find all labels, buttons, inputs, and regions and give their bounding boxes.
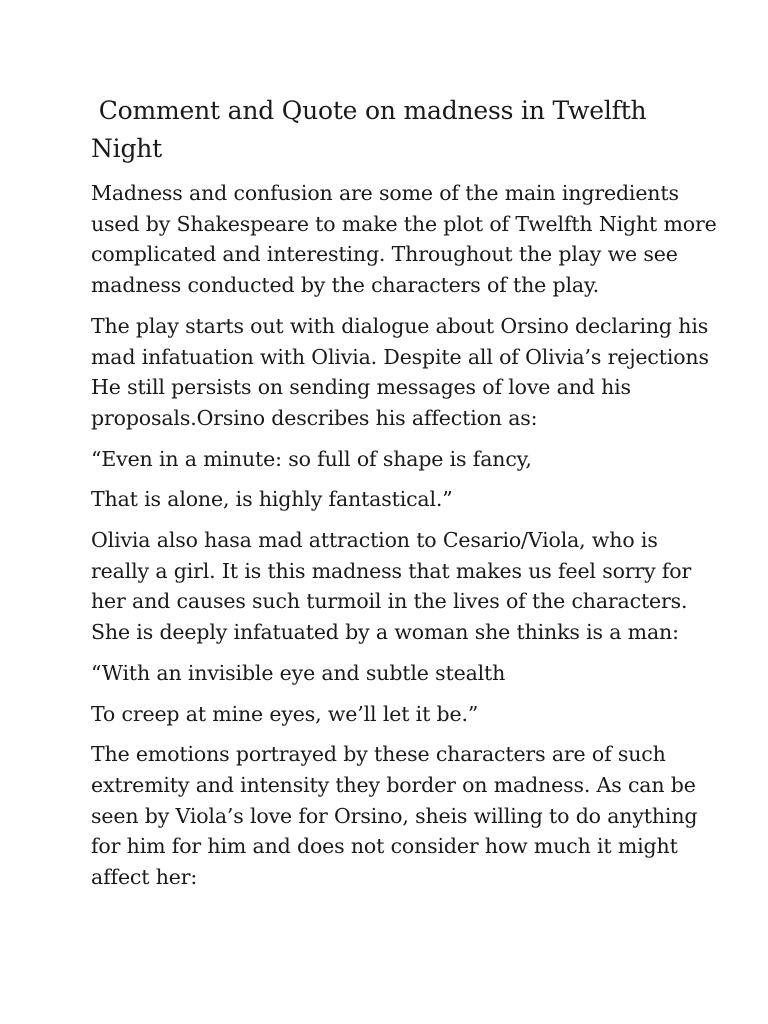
text-line: used by Shakespeare to make the plot of Twelfth Night more: [91, 211, 717, 236]
text-line: The emotions portrayed by these characters are of such: [91, 742, 666, 767]
document-page: [91, 92, 717, 903]
quote-line-4: [91, 699, 691, 730]
text-line: The play starts out with dialogue about Orsino declaring his: [91, 313, 709, 338]
paragraph-olivia: [91, 525, 691, 648]
text-line: That is alone, is highly fantastical.”: [91, 487, 453, 512]
text-line: proposals.Orsino describes his affection as:: [91, 405, 538, 430]
text-line: mad infatuation with Olivia. Despite all of Olivia’s rejections: [91, 344, 709, 369]
text-line: “With an invisible eye and subtle stealth: [91, 660, 506, 685]
text-line: To creep at mine eyes, we’ll let it be.”: [91, 701, 479, 726]
title-line: Comment and Quote on madness in Twelfth: [91, 96, 647, 125]
text-line: really a girl. It is this madness that makes us feel sorry for: [91, 558, 692, 583]
text-line: complicated and interesting. Throughout the play we see: [91, 242, 678, 267]
text-line: madness conducted by the characters of the play.: [91, 273, 600, 298]
text-line: He still persists on sending messages of love and his: [91, 375, 631, 400]
title-line: Night: [91, 134, 163, 163]
quote-line-3: [91, 658, 691, 689]
text-line: seen by Viola’s love for Orsino, sheis willing to do anything: [91, 803, 698, 828]
text-line: “Even in a minute: so full of shape is fancy,: [91, 446, 532, 471]
paragraph-orsino: [91, 311, 709, 434]
text-line: extremity and intensity they border on madness. As can be: [91, 772, 696, 797]
text-line: her and causes such turmoil in the lives of the characters.: [91, 589, 688, 614]
text-line: affect her:: [91, 865, 198, 890]
quote-line-2: [91, 484, 691, 515]
document-title: [91, 92, 691, 168]
text-line: for him for him and does not consider how much it might: [91, 834, 678, 859]
paragraph-intro: [91, 178, 717, 301]
quote-line-1: [91, 444, 691, 475]
text-line: Olivia also hasa mad attraction to Cesario/Viola, who is: [91, 528, 658, 553]
text-line: Madness and confusion are some of the main ingredients: [91, 181, 679, 205]
text-line: She is deeply infatuated by a woman she thinks is a man:: [91, 620, 679, 645]
paragraph-emotions: [91, 739, 698, 893]
